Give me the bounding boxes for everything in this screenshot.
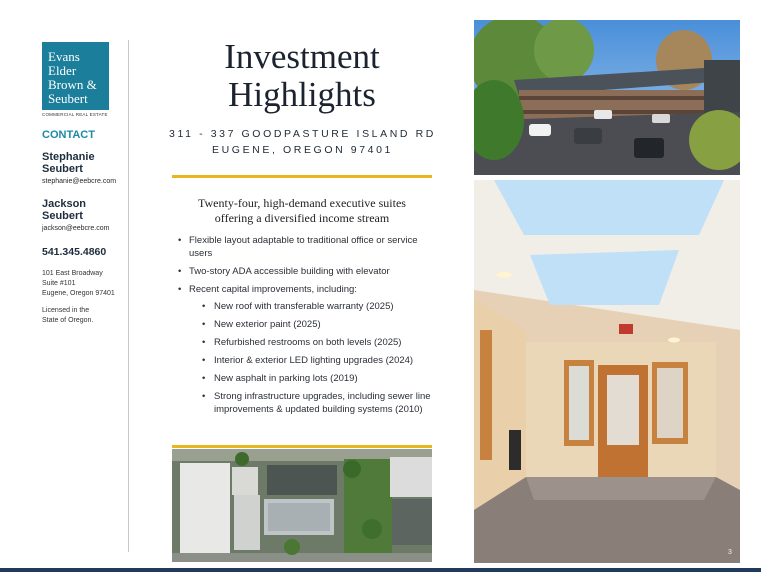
page-number: 3: [728, 549, 732, 556]
license-line: Licensed in the: [42, 307, 90, 314]
accent-rule: [172, 445, 432, 448]
subtitle-line: Twenty-four, high-demand executive suites: [198, 196, 406, 210]
logo-line: Evans: [48, 49, 80, 64]
sub-list-item: • New roof with transferable warranty (2025): [202, 300, 433, 313]
brand-logo: [42, 42, 109, 110]
sub-list-item: • Interior & exterior LED lighting upgrades (2024): [202, 354, 433, 367]
sub-list-item: • Refurbished restrooms on both levels (2025): [202, 336, 433, 349]
address-line: 101 East Broadway: [42, 270, 103, 277]
sidebar-divider: [128, 40, 129, 552]
logo-line: Brown &: [48, 77, 97, 92]
subtitle-line: offering a diversified income stream: [214, 211, 390, 225]
highlights-subtitle: [172, 196, 432, 226]
license-line: State of Oregon.: [42, 317, 94, 324]
exterior-photo: [474, 20, 740, 175]
title-line: Highlights: [228, 75, 376, 114]
office-address: [42, 269, 115, 299]
sub-list: [189, 300, 433, 416]
property-address: 311 - 337 GOODPASTURE ISLAND RD: [169, 128, 436, 140]
page-title: [172, 38, 432, 114]
footer-bar: [0, 568, 761, 572]
logo-subtitle: COMMERCIAL REAL ESTATE: [42, 112, 108, 117]
contact-email[interactable]: jackson@eebcre.com: [42, 225, 110, 232]
sub-list-item: • New exterior paint (2025): [202, 318, 433, 331]
contact-email[interactable]: stephanie@eebcre.com: [42, 178, 117, 185]
license-note: [42, 306, 93, 326]
phone-number[interactable]: 541.345.4860: [42, 246, 107, 258]
highlights-list: [178, 234, 433, 421]
property-city: EUGENE, OREGON 97401: [212, 144, 393, 156]
contact-name: Jackson Seubert: [42, 198, 87, 222]
logo-line: Elder: [48, 63, 77, 78]
address-line: Suite #101: [42, 280, 76, 287]
sub-list-item: • New asphalt in parking lots (2019): [202, 372, 433, 385]
accent-rule: [172, 175, 432, 178]
sub-list-item: • Strong infrastructure upgrades, including sewer line improvements & updated building systems (2010): [202, 390, 433, 416]
contact-heading: CONTACT: [42, 129, 95, 141]
title-line: Investment: [224, 37, 380, 76]
aerial-photo: [172, 449, 432, 562]
address-line: Eugene, Oregon 97401: [42, 290, 115, 297]
list-item: [178, 283, 433, 416]
list-item: • Flexible layout adaptable to traditional office or service users: [178, 234, 433, 260]
contact-name: Stephanie Seubert: [42, 151, 95, 175]
interior-photo: [474, 180, 740, 563]
list-item: • Two-story ADA accessible building with elevator: [178, 265, 433, 278]
list-item-text: Recent capital improvements, including:: [189, 284, 357, 295]
logo-line: Seubert: [48, 91, 88, 106]
